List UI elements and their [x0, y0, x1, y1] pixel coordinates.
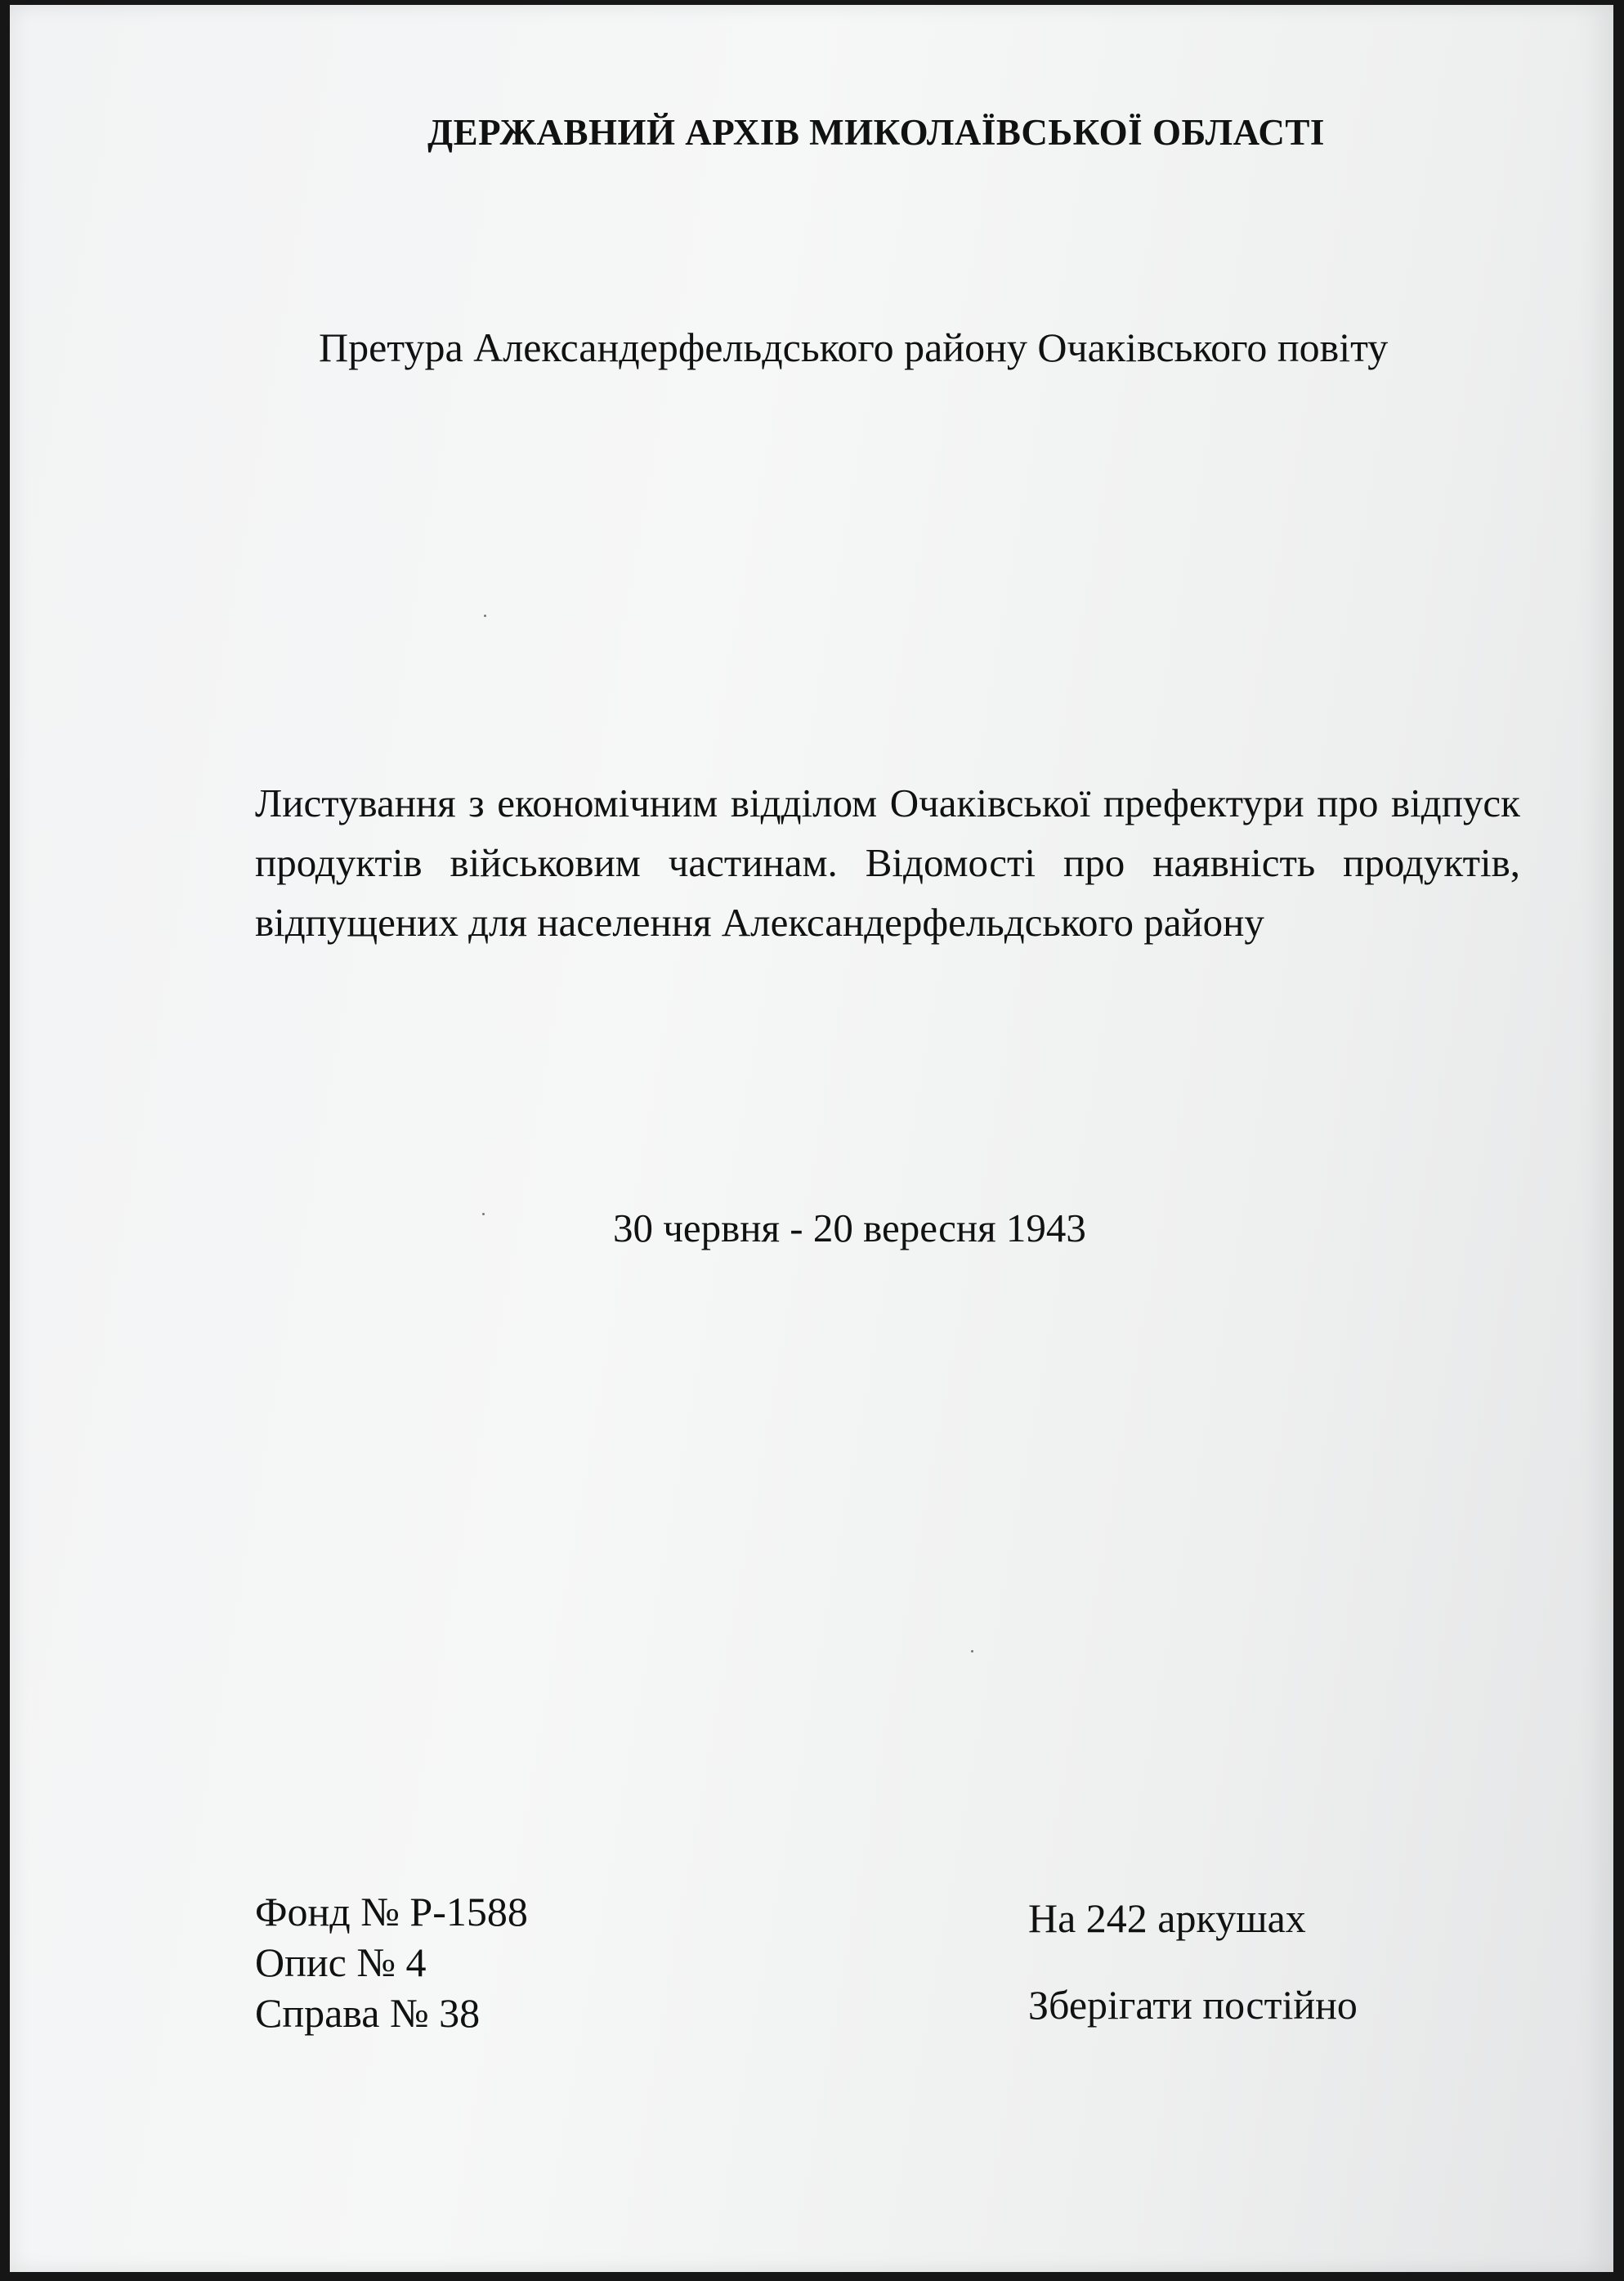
- paper-speck: [971, 1650, 973, 1653]
- paper-speck: [484, 615, 486, 617]
- retention-period: Зберігати постійно: [1028, 1982, 1358, 2028]
- file-description: Листування з економічним відділом Очаківської префектури про відпуск продуктів військовим частинам. Відомості про наявність продуктів, відпущених для населення Александерфельдського району: [255, 780, 1520, 945]
- sheets-count: На 242 аркушах: [1028, 1895, 1306, 1941]
- paper-sheet: [10, 5, 1613, 2272]
- paper-speck: [482, 1213, 485, 1215]
- archival-reference: [255, 1886, 528, 2038]
- opys-number: Опис № 4: [255, 1939, 427, 1985]
- archive-title: ДЕРЖАВНИЙ АРХІВ МИКОЛАЇВСЬКОЇ ОБЛАСТІ: [427, 112, 1325, 153]
- sprava-number: Справа № 38: [255, 1990, 481, 2036]
- institution-name: Претура Александерфельдського району Очаківського повіту: [319, 324, 1389, 370]
- file-dates: 30 червня - 20 вересня 1943: [613, 1205, 1086, 1250]
- fond-number: Фонд № Р-1588: [255, 1889, 528, 1934]
